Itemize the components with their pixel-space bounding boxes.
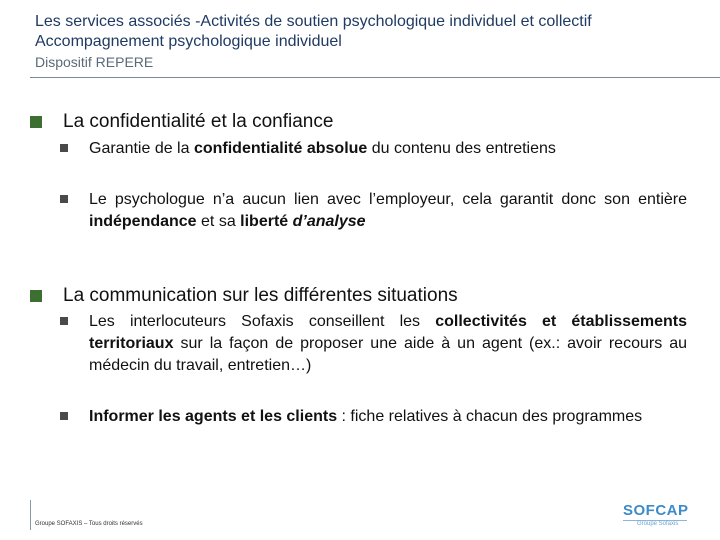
sofcap-logo (620, 500, 688, 528)
text-run: sur la façon de proposer une aide à un agent (ex.: avoir recours au médecin du travail, entretien…) (89, 335, 687, 374)
square-bullet-icon (30, 290, 42, 302)
list-item-text (89, 406, 687, 428)
section-heading-text: La communication sur les différentes situations (63, 285, 458, 306)
bold-text-run: confidentialité absolue (193, 140, 368, 157)
text-run: Les interlocuteurs Sofaxis conseillent les (89, 313, 436, 330)
footer-divider (30, 500, 31, 530)
bold-italic-text-run: d’analyse (292, 213, 366, 230)
slide-header (35, 12, 592, 71)
list-item-text (89, 138, 687, 160)
slide-title-line-2: Accompagnement psychologique individuel (35, 33, 342, 50)
small-square-bullet-icon (60, 412, 68, 420)
logo-tagline: Groupe Sofaxis (637, 521, 679, 527)
square-bullet-icon (30, 116, 42, 128)
bold-text-run: indépendance (89, 213, 197, 230)
text-run: et sa (196, 213, 241, 230)
header-divider (30, 77, 720, 78)
slide-title-line-1: Les services associés -Activités de soutien psychologique individuel et collectif (35, 13, 592, 30)
list-item-text (89, 189, 687, 233)
text-run: du contenu des entretiens (367, 140, 556, 157)
list-item-text (89, 311, 687, 377)
small-square-bullet-icon (60, 144, 68, 152)
small-square-bullet-icon (60, 195, 68, 203)
logo-wordmark: SOFCAP (623, 502, 689, 519)
text-run: : fiche relatives à chacun des programmes (337, 408, 643, 425)
text-run: Garantie de la (89, 140, 194, 157)
footer-copyright: Groupe SOFAXIS – Tous droits réservés (35, 521, 143, 527)
section-heading-text: La confidentialité et la confiance (63, 111, 334, 132)
slide-subtitle: Dispositif REPERE (35, 54, 154, 70)
bold-text-run: liberté (240, 213, 293, 230)
text-run: Le psychologue n’a aucun lien avec l’employeur, cela garantit donc son entière (89, 191, 687, 208)
bold-text-run: collectivités et établissements territoriaux (89, 313, 688, 352)
small-square-bullet-icon (60, 317, 68, 325)
bold-text-run: Informer les agents et les clients (89, 408, 338, 425)
